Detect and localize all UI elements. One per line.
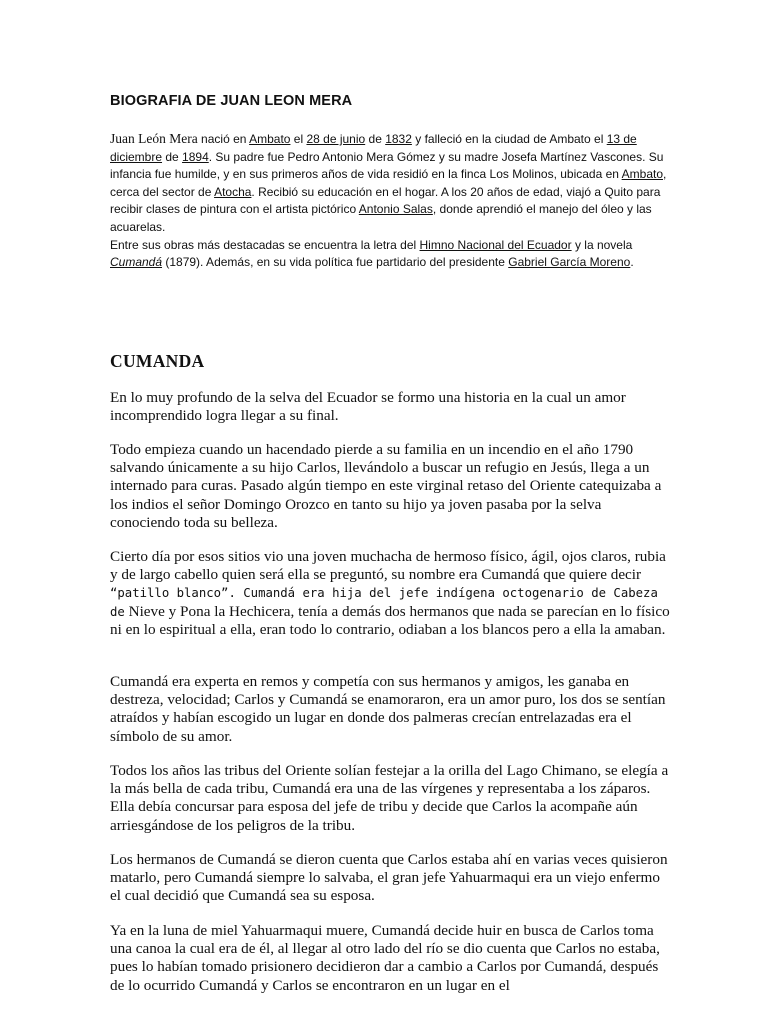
story-text-quote: “patillo blanco”. Cumandá era hija del jefe indígena octogenario de Cabeza de xyxy=(110,586,658,619)
link-death-date[interactable]: 13 de diciembre xyxy=(110,132,637,164)
bio-text: (1879). Además, en su vida política fue partidario del presidente xyxy=(162,255,509,270)
story-text: Nieve y Pona la Hechicera, tenía a demás dos hermanos que nada se parecían en lo físico ni en lo espiritual a ella, eran todo lo contrario, odiaban a los blancos pero a ella la amaban. xyxy=(110,602,670,638)
bio-text: Entre sus obras más destacadas se encuentra la letra del xyxy=(110,237,420,252)
bio-text: nació en xyxy=(197,132,250,146)
link-ambato[interactable]: Ambato xyxy=(249,132,291,146)
link-atocha[interactable]: Atocha xyxy=(214,184,252,199)
bio-lead-name: Juan León Mera xyxy=(110,131,198,146)
story-paragraph-6: Los hermanos de Cumandá se dieron cuenta que Carlos estaba ahí en varias veces quisieron matarlo, pero Cumandá siempre lo salvaba, el gran jefe Yahuarmaqui era un viejo enfermo el cual decidió que Cumandá sea su esposa. xyxy=(110,851,668,905)
story-paragraph-7: Ya en la luna de miel Yahuarmaqui muere, Cumandá decide huir en busca de Carlos toma una canoa la cual era de él, al llegar al otro lado del río se dio cuenta que Carlos no estaba, pues lo habían tomado prisionero decidieron dar a cambio a Carlos por Cumandá, después de lo ocurrido Cumandá y Carlos se encontraron en un lugar en el xyxy=(110,922,660,994)
link-garcia-moreno[interactable]: Gabriel García Moreno xyxy=(508,255,631,270)
story-paragraph-2: Todo empieza cuando un hacendado pierde a su familia en un incendio en el año 1790 salvando únicamente a su hijo Carlos, llevándolo a buscar un refugio en Jesús, llega a un internado para curas. Pasado algún tiempo en este virginal retaso del Oriente catequizaba a los indios el señor Domingo Orozco en tanto su hijo ya joven pasaba por la selva conociendo toda su belleza. xyxy=(110,441,662,531)
cumanda-title: CUMANDA xyxy=(110,351,205,371)
link-ambato-2[interactable]: Ambato xyxy=(621,167,663,182)
link-cumanda[interactable]: Cumandá xyxy=(110,255,163,270)
link-antonio-salas[interactable]: Antonio Salas xyxy=(358,202,433,217)
bio-text: y falleció en la ciudad de Ambato el xyxy=(411,132,607,146)
bio-title: BIOGRAFIA DE JUAN LEON MERA xyxy=(110,93,353,109)
link-himno-nacional[interactable]: Himno Nacional del Ecuador xyxy=(419,237,572,252)
bio-text: , cerca del sector de xyxy=(110,167,667,199)
bio-text: . Su padre fue Pedro Antonio Mera Gómez y su madre Josefa Martínez Vascones. Su infancia fue humilde, y en sus primeros años de vida residió en la finca Los Molinos, ubicada en xyxy=(110,149,664,182)
link-1894[interactable]: 1894 xyxy=(182,149,209,164)
link-birth-date[interactable]: 28 de junio xyxy=(306,132,366,146)
bio-text: el xyxy=(290,132,307,146)
bio-text: , donde aprendió el manejo del óleo y las acuarelas. xyxy=(110,202,652,234)
bio-text: de xyxy=(162,149,183,164)
bio-text: . Recibió su educación en el hogar. A los 20 años de edad, viajó a Quito para recibir clases de pintura con el artista pictórico xyxy=(110,184,661,217)
story-paragraph-5: Todos los años las tribus del Oriente solían festejar a la orilla del Lago Chimano, se elegía a la más bella de cada tribu, Cumandá era una de las vírgenes y representaba a los záparos. Ella debía concursar para esposa del jefe de tribu y decide que Carlos la acompañe aún arriesgándose de los peligros de la tribu. xyxy=(110,762,669,834)
story-paragraph-1: En lo muy profundo de la selva del Ecuador se formo una historia en la cual un amor incomprendido logra llegar a su final. xyxy=(110,389,626,425)
link-1832[interactable]: 1832 xyxy=(385,132,412,146)
story-text: Cierto día por esos sitios vio una joven muchacha de hermoso físico, ágil, ojos claros, rubia y de largo cabello quien será ella se preguntó, su nombre era Cumandá que quiere decir xyxy=(110,548,666,584)
story-paragraph-4: Cumandá era experta en remos y competía con sus hermanos y amigos, les ganaba en destreza, velocidad; Carlos y Cumandá se enamoraron, era un amor puro, los dos se sentían atraídos y habían escogido un lugar en donde dos palmeras crecían entrelazadas era el símbolo de su amor. xyxy=(110,673,666,745)
bio-text: . xyxy=(630,255,634,270)
bio-paragraph xyxy=(110,130,670,272)
bio-text: de xyxy=(365,132,386,146)
story-paragraph-3 xyxy=(110,548,670,639)
bio-text: y la novela xyxy=(571,237,633,252)
